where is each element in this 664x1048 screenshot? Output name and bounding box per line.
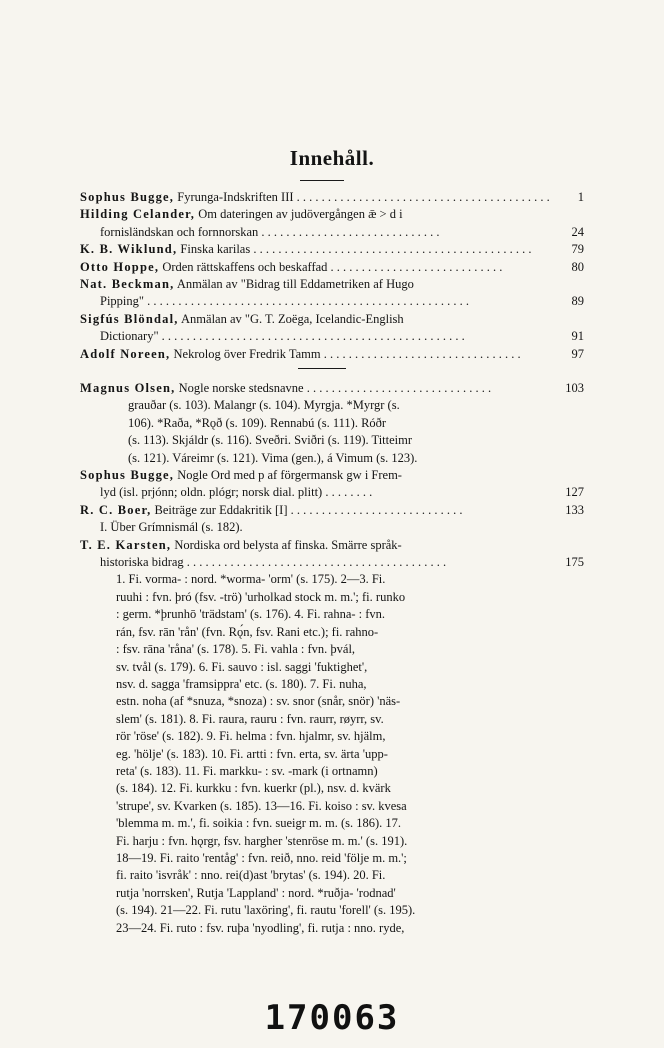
toc-author: Magnus Olsen, — [80, 381, 176, 395]
toc-line — [80, 432, 584, 449]
toc-line — [80, 276, 584, 293]
toc-line — [80, 467, 584, 484]
toc-line — [80, 241, 584, 258]
toc-author: K. B. Wiklund, — [80, 242, 178, 257]
toc-page-number: 97 — [566, 346, 585, 363]
toc-line — [80, 346, 584, 363]
toc-line — [80, 189, 584, 206]
title-rule — [300, 180, 344, 181]
toc-text: 18—19. Fi. raito 'rentåg' : fvn. reið, nno. reid 'följe m. m.'; — [116, 850, 407, 865]
toc-text: (s. 184). 12. Fi. kurkku : fvn. kuerkr (pl.), nsv. d. kvärk — [116, 781, 391, 796]
page-title: Innehåll. — [289, 146, 375, 170]
toc-line — [80, 606, 584, 623]
toc-page-number: 79 — [566, 241, 585, 258]
toc-text: Nogle Ord med p af förgermansk gw i Frem- — [177, 468, 402, 483]
toc-line — [80, 728, 584, 745]
toc-text: (s. 194). 21—22. Fi. rutu 'laxöring', fi. rautu 'forell' (s. 195). — [116, 903, 416, 918]
toc-line — [80, 920, 584, 937]
toc-text: Fi. harju : fvn. hǫrgr, fsv. hargher 'stenröse m. m.' (s. 191). — [116, 833, 408, 848]
toc-entry — [80, 189, 584, 206]
toc-entry — [80, 346, 584, 363]
toc-text: Finska karilas . . . . . . . . . . . . . . . . . . . . . . . . . . . . . . . . . . . . . . . . . . . . . — [180, 242, 532, 257]
toc-text: reta' (s. 183). 11. Fi. markku- : sv. -mark (i ortnamn) — [116, 763, 378, 778]
toc-line — [80, 885, 584, 902]
toc-line — [80, 380, 584, 397]
toc-line — [80, 415, 584, 432]
toc-page-number: 103 — [559, 380, 584, 397]
toc-text: Anmälan av "Bidrag till Eddametriken af Hugo — [176, 277, 414, 292]
toc-line — [80, 624, 584, 641]
table-of-contents-part-1 — [80, 189, 584, 363]
toc-entry — [80, 206, 584, 241]
accession-stamp: 170063 — [264, 998, 400, 1038]
toc-entry — [80, 241, 584, 258]
toc-line — [80, 311, 584, 328]
toc-text: lyd (isl. prjónn; oldn. plógr; norsk dial. plitt) . . . . . . . . — [100, 485, 373, 500]
toc-page-number: 127 — [559, 484, 584, 501]
toc-author: Otto Hoppe, — [80, 259, 160, 274]
toc-text: : germ. *þrunhō 'trädstam' (s. 176). 4. Fi. rahna- : fvn. — [116, 607, 386, 622]
toc-line — [80, 224, 584, 241]
toc-line — [80, 693, 584, 710]
toc-text: sv. tvål (s. 179). 6. Fi. sauvo : isl. saggi 'fuktighet', — [116, 659, 368, 674]
toc-text: eg. 'hölje' (s. 183). 10. Fi. artti : fvn. erta, sv. ärta 'upp- — [116, 746, 388, 761]
toc-page-number: 91 — [566, 328, 585, 345]
toc-page-number: 24 — [566, 224, 585, 241]
toc-line — [80, 833, 584, 850]
toc-text: Pipping" . . . . . . . . . . . . . . . . . . . . . . . . . . . . . . . . . . . . . . . . . . . . . . . . . . . . — [100, 294, 470, 309]
toc-author: Sophus Bugge, — [80, 190, 175, 204]
toc-line — [80, 206, 584, 223]
toc-line — [80, 659, 584, 676]
toc-line — [80, 902, 584, 919]
toc-author: Sophus Bugge, — [80, 468, 175, 483]
toc-text: Om dateringen av judövergången ǣ > d i — [198, 207, 403, 222]
toc-line — [80, 397, 584, 414]
toc-line — [80, 484, 584, 501]
toc-author: Sigfús Blöndal, — [80, 311, 179, 326]
toc-author: R. C. Boer, — [80, 502, 152, 517]
toc-line — [80, 867, 584, 884]
toc-line — [80, 589, 584, 606]
toc-text: Beiträge zur Eddakritik [I] . . . . . . . . . . . . . . . . . . . . . . . . . . . . — [154, 502, 463, 517]
toc-line — [80, 328, 584, 345]
toc-text: Nordiska ord belysta af finska. Smärre språk- — [174, 537, 402, 552]
toc-text: : fsv. rāna 'råna' (s. 178). 5. Fi. vahla : fvn. þvál, — [116, 642, 356, 657]
toc-line — [80, 259, 584, 276]
toc-page-number: 89 — [566, 293, 585, 310]
toc-text: Nogle norske stedsnavne . . . . . . . . . . . . . . . . . . . . . . . . . . . . . . — [178, 381, 492, 395]
toc-page-number: 80 — [566, 259, 585, 276]
toc-page-number: 1 — [572, 189, 584, 206]
toc-text: 'strupe', sv. Kvarken (s. 185). 13—16. Fi. koiso : sv. kvesa — [116, 798, 407, 813]
toc-entry — [80, 502, 584, 537]
toc-text: ruuhi : fvn. þró (fsv. -trö) 'urholkad stock m. m.'; fi. runko — [116, 589, 406, 604]
toc-line — [80, 763, 584, 780]
toc-line — [80, 676, 584, 693]
toc-text: rutja 'norrsken', Rutja 'Lappland' : nord. *ruðja- 'rodnad' — [116, 885, 396, 900]
toc-text: (s. 113). Skjáldr (s. 116). Sveðri. Sviðri (s. 119). Titteimr — [128, 433, 413, 448]
section-divider — [298, 368, 346, 369]
toc-line — [80, 537, 584, 554]
toc-text: Fyrunga-Indskriften III . . . . . . . . . . . . . . . . . . . . . . . . . . . . . . . . . . . . . . . . . — [177, 190, 550, 204]
toc-text: slem' (s. 181). 8. Fi. raura, rauru : fvn. raurr, røyrr, sv. — [116, 711, 384, 726]
toc-line — [80, 798, 584, 815]
toc-line — [80, 571, 584, 588]
toc-text: 106). *Raða, *Rǫð (s. 109). Rennabú (s. 111). Róðr — [128, 415, 387, 430]
toc-text: Orden rättskaffens och beskaffad . . . . . . . . . . . . . . . . . . . . . . . . . . . . — [162, 259, 503, 274]
toc-line — [80, 780, 584, 797]
toc-author: T. E. Karsten, — [80, 537, 172, 552]
toc-entry — [80, 467, 584, 502]
toc-line — [80, 519, 584, 536]
toc-entry — [80, 311, 584, 346]
toc-line — [80, 554, 584, 571]
toc-text: rör 'röse' (s. 182). 9. Fi. helma : fvn. hjalmr, sv. hjälm, — [116, 729, 386, 744]
table-of-contents-part-2 — [80, 380, 584, 937]
toc-line — [80, 293, 584, 310]
toc-line — [80, 746, 584, 763]
toc-entry — [80, 259, 584, 276]
toc-text: 'blemma m. m.', fi. soikia : fvn. sueigr m. m. (s. 186). 17. — [116, 816, 402, 831]
toc-text: 1. Fi. vorma- : nord. *worma- 'orm' (s. 175). 2—3. Fi. — [116, 572, 386, 587]
toc-entry — [80, 380, 584, 467]
toc-page-number: 133 — [559, 502, 584, 519]
toc-text: Anmälan av "G. T. Zoëga, Icelandic-English — [181, 311, 404, 326]
toc-line — [80, 850, 584, 867]
toc-text: fi. raito 'isvråk' : nno. rei(d)ast 'brytas' (s. 194). 20. Fi. — [116, 868, 386, 883]
toc-line — [80, 641, 584, 658]
toc-text: rán, fsv. rān 'rån' (fvn. Rǫ́n, fsv. Rani etc.); fi. rahno- — [116, 624, 379, 639]
toc-page-number: 175 — [559, 554, 584, 571]
toc-text: (s. 121). Váreimr (s. 121). Vima (gen.), á Vimum (s. 123). — [128, 450, 418, 465]
toc-text: fornisländskan och fornnorskan . . . . . . . . . . . . . . . . . . . . . . . . . . . . . — [100, 224, 440, 239]
toc-text: estn. noha (af *snuza, *snoza) : sv. snor (snår, snör) 'näs- — [116, 694, 401, 709]
toc-text: Nekrolog över Fredrik Tamm . . . . . . . . . . . . . . . . . . . . . . . . . . . . . . . . — [173, 346, 521, 361]
toc-entry — [80, 276, 584, 311]
toc-entry — [80, 537, 584, 937]
toc-author: Nat. Beckman, — [80, 277, 175, 292]
toc-author: Hilding Celander, — [80, 207, 196, 222]
toc-text: historiska bidrag . . . . . . . . . . . . . . . . . . . . . . . . . . . . . . . . . . . . . . . . . . — [100, 555, 447, 570]
toc-text: grauðar (s. 103). Malangr (s. 104). Myrgja. *Myrgr (s. — [128, 398, 400, 413]
toc-author: Adolf Noreen, — [80, 346, 171, 361]
toc-text: nsv. d. sagga 'framsippra' etc. (s. 180). 7. Fi. nuha, — [116, 676, 367, 691]
toc-line — [80, 711, 584, 728]
toc-line — [80, 815, 584, 832]
toc-text: Dictionary" . . . . . . . . . . . . . . . . . . . . . . . . . . . . . . . . . . . . . . . . . . . . . . . . . — [100, 329, 465, 344]
toc-text: I. Über Grímnismál (s. 182). — [100, 520, 243, 535]
toc-line — [80, 502, 584, 519]
toc-text: 23—24. Fi. ruto : fsv. ruþa 'nyodling', fi. rutja : nno. ryde, — [116, 920, 405, 935]
toc-line — [80, 450, 584, 467]
